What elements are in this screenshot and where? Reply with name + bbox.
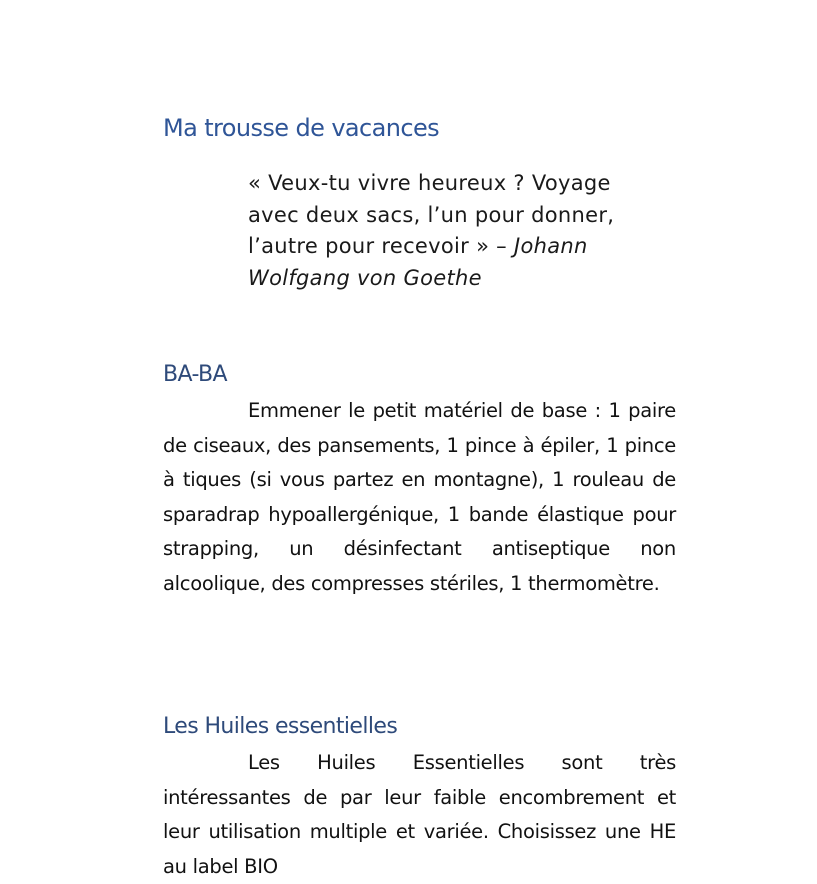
section-heading-ba-ba: BA-BA bbox=[163, 362, 227, 387]
section-body-ba-ba: Emmener le petit matériel de base : 1 paire de ciseaux, des pansements, 1 pince à épiler, 1 pince à tiques (si vous partez en montagne), 1 rouleau de sparadrap hypoallergénique, 1 bande élastique pour strapping, un désinfectant antiseptique non alcoolique, des compresses stériles, 1 thermomètre. bbox=[163, 399, 676, 595]
quote-text: « Veux-tu vivre heureux ? Voyage avec deux sacs, l’un pour donner, l’autre pour recevoir » – bbox=[248, 171, 615, 258]
section-body-huiles-essentielles: Les Huiles Essentielles sont très intéressantes de par leur faible encombrement et leur utilisation multiple et variée. Choisissez une HE au label BIO bbox=[163, 751, 676, 878]
quote-author: Johann Wolfgang von Goethe bbox=[248, 234, 588, 290]
epigraph-quote bbox=[248, 168, 668, 294]
document-title: Ma trousse de vacances bbox=[163, 114, 440, 142]
section-heading-huiles-essentielles: Les Huiles essentielles bbox=[163, 714, 398, 739]
